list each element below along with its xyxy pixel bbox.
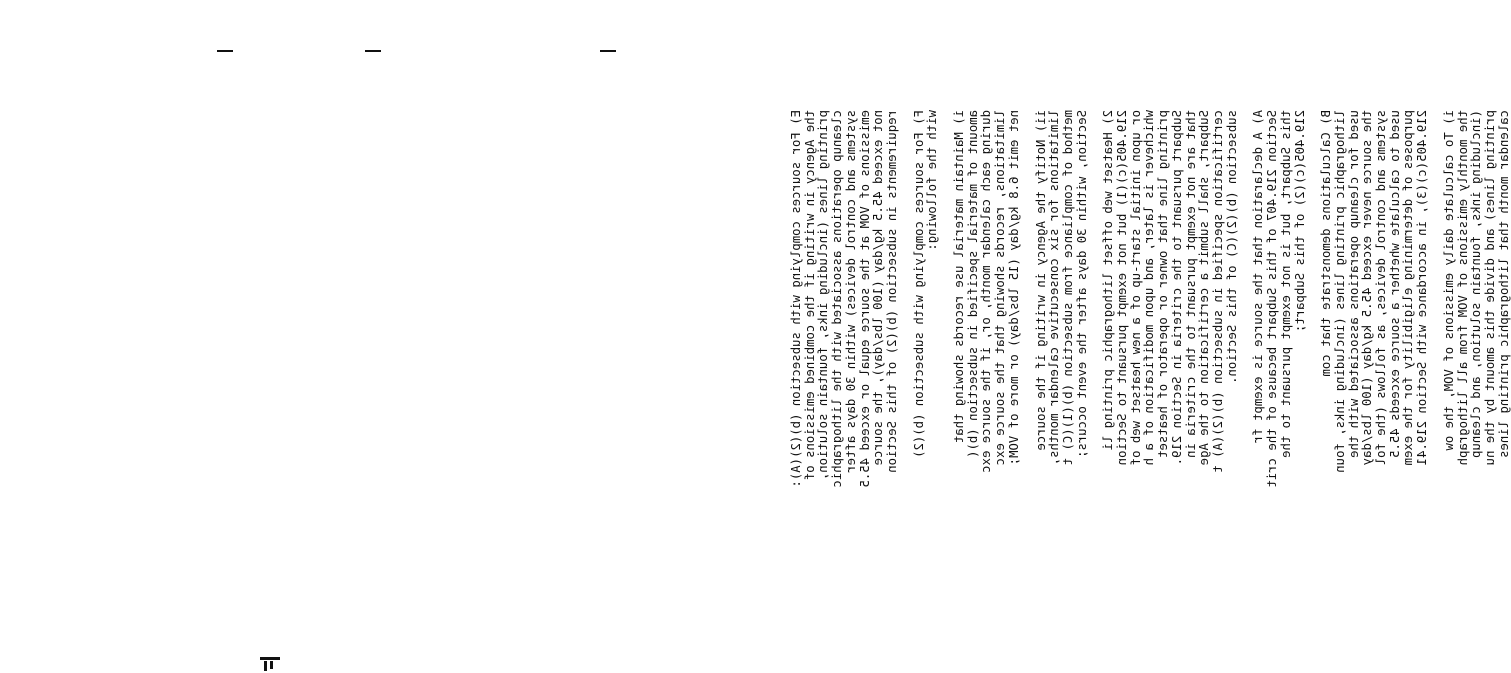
header-rule-right — [600, 50, 616, 52]
text-line: ii) Notify the Agency in writing if the source — [1033, 110, 1048, 451]
header-rule-center — [365, 50, 381, 52]
text-line: this Subpart, but is not exempt pursuant to the — [1278, 110, 1293, 458]
paragraph-A — [1252, 110, 1307, 610]
rotated-page-text — [110, 110, 1511, 610]
text-line: limitations, records showing that the source exc — [993, 110, 1008, 466]
text-line: emissions of VOM at the source equal or exceed 45.5 — [857, 110, 872, 488]
text-line: A) A declaration that the source is exempt fr — [1251, 110, 1266, 444]
text-line: Section, within 30 days after the event occurs; — [1074, 110, 1089, 458]
text-body — [789, 110, 1511, 610]
text-line: 219.405(c)(2) of this Subpart; — [1292, 110, 1307, 333]
paragraph-ii — [1035, 110, 1090, 610]
text-line: E) For sources complying with subsection (b)(2)(A): — [789, 110, 803, 488]
text-line: used for cleanup operations associated with the — [1346, 110, 1361, 458]
text-line: subsection (b)(2)(C) of this Section. — [1224, 110, 1239, 384]
paragraph-F — [913, 110, 940, 610]
text-line: whichever is later, and upon modification of a h — [1142, 110, 1157, 466]
paragraph-B — [1320, 110, 1430, 610]
text-line: i) To calculate daily emissions of VOM, the ow — [1441, 110, 1456, 451]
text-line: 2) Heatset web offset lithographic printing li — [1101, 110, 1116, 451]
text-line: systems and control devices, as follows (the fol — [1374, 110, 1389, 466]
text-line: during each calendar month, or, if the source exc — [979, 110, 994, 473]
text-line: the Agency in writing if the combined emissions of — [802, 110, 817, 481]
text-line: the source never exceed 45.5 kg/day (100 lbs/day — [1360, 110, 1375, 466]
paragraph-i2 — [1443, 110, 1511, 610]
header-rule-left — [217, 50, 233, 52]
text-line: printing line that owner or operator of heatset — [1156, 110, 1171, 458]
text-line: or upon initial start-up of a new heatset web of — [1128, 110, 1143, 466]
text-line: Subpart, shall submit a certification to the Age — [1197, 110, 1212, 466]
text-line: certification specified in subsection (b)(2)(A) t — [1210, 110, 1225, 473]
text-line: 219.405(c)(3), in accordance with Section 219.41 — [1415, 110, 1430, 466]
text-line: purposes of determining eligibility for the exem — [1401, 110, 1416, 466]
text-line: printing lines) and divide this amount by the nu — [1482, 110, 1497, 466]
text-line: systems and control devices) within 30 days after — [843, 110, 858, 473]
text-line: not exceed 45.5 kg/day (100 lbs/day), the source — [871, 110, 886, 466]
paragraph-i — [953, 110, 1022, 610]
text-line: method of compliance from subsection (b)(1)(C) t — [1060, 110, 1075, 466]
text-line: Subpart pursuant to the criteria in Section 219. — [1169, 110, 1184, 466]
text-line: calendar month that lithographic printing lines — [1496, 110, 1511, 458]
text-line: lithographic printing lines (including inks, foun — [1332, 110, 1347, 473]
text-line: the monthly emissions of VOM from all lithograph — [1455, 110, 1470, 466]
text-line: printing lines (including inks, fountain solution, — [816, 110, 831, 481]
text-line: requirements in subsection (b)(2) of this Section — [884, 110, 899, 473]
text-line: (including inks, fountain solution, and cleanup — [1469, 110, 1484, 458]
scan-artifact — [260, 655, 280, 673]
text-line: that are not exempt pursuant to the criteria in — [1183, 110, 1198, 458]
text-line: amount of material specified in subsection (b)( — [965, 110, 980, 458]
text-line: B) Calculations demonstrate that com — [1319, 110, 1334, 377]
text-line: net emit 6.8 kg/day (15 lbs/day) or more of VOM; — [1006, 110, 1021, 466]
text-line: F) For sources complying with subsection (b)(2) — [911, 110, 926, 458]
text-line: Section 219.407 of this Subpart because of the crit — [1265, 110, 1280, 488]
text-line: limitations for six consecutive calendar months, — [1047, 110, 1062, 466]
text-line: cleanup operations associated with the lithographic — [830, 110, 845, 488]
paragraph-E — [790, 110, 900, 610]
text-line: used to calculate whether a source exceeds 45.5 — [1387, 110, 1402, 458]
text-line: 219.405(c)(1) but not exempt pursuant to Section — [1115, 110, 1130, 466]
text-line: i) Maintain material use records showing that — [952, 110, 967, 444]
text-line: with the following: — [925, 110, 940, 251]
paragraph-2 — [1102, 110, 1239, 610]
